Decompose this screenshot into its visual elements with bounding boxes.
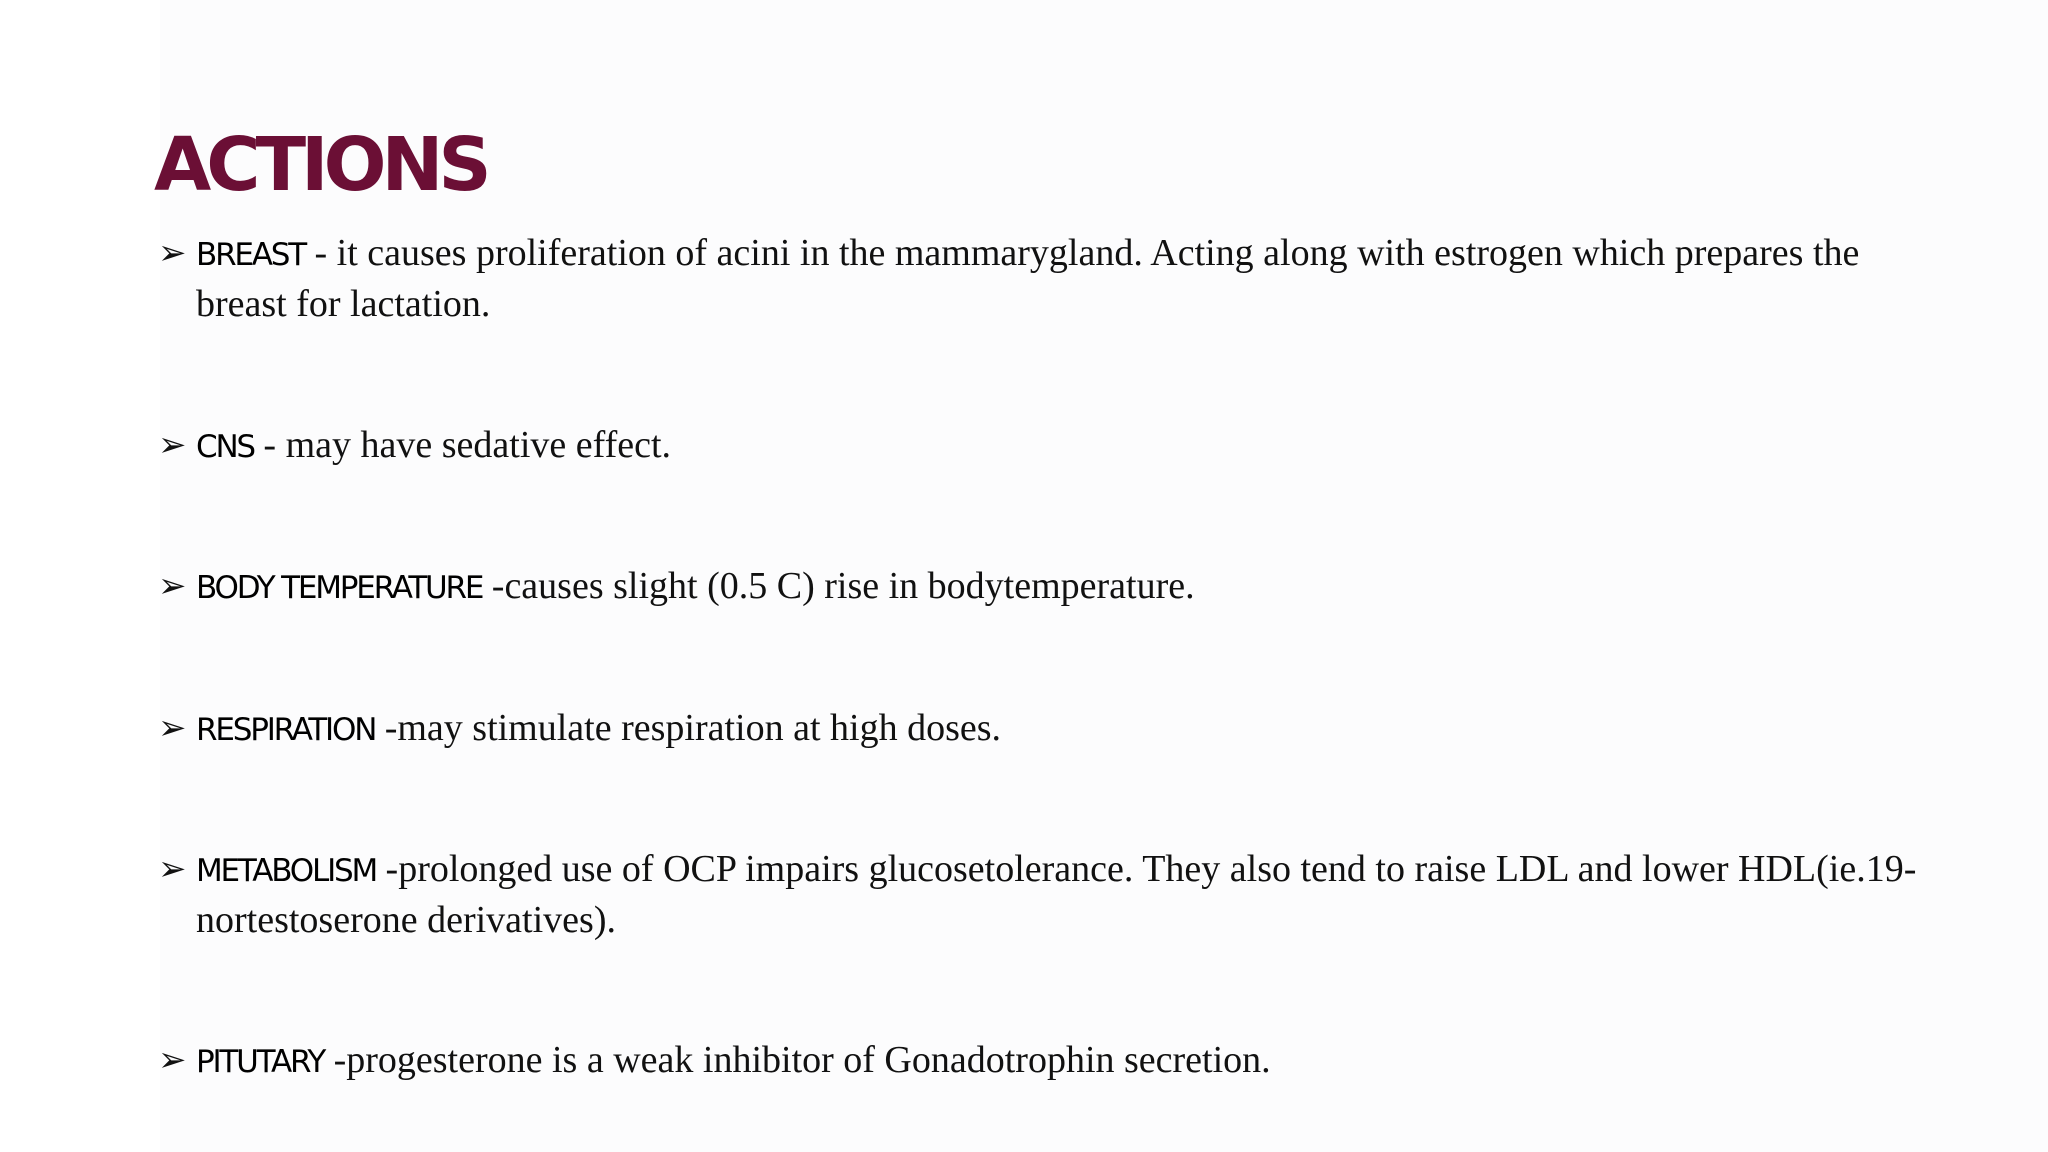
bullet-separator: - xyxy=(324,1039,347,1081)
bullet-text xyxy=(196,704,1948,755)
arrowhead-icon: ➢ xyxy=(158,566,187,606)
bullet-text xyxy=(196,229,1948,329)
bullet-separator: - xyxy=(305,232,337,274)
bullet-item-respiration xyxy=(158,704,1948,755)
bullet-description: causes slight (0.5 C) rise in bodytemperature. xyxy=(504,565,1195,607)
bullet-item-body-temperature xyxy=(158,562,1948,613)
arrowhead-icon: ➢ xyxy=(158,233,187,273)
bullet-text xyxy=(196,845,1948,945)
bullet-term: METABOLISM xyxy=(196,853,377,889)
bullet-text xyxy=(196,421,1948,472)
bullet-separator: - xyxy=(375,707,398,749)
bullet-separator: - xyxy=(482,565,505,607)
arrowhead-icon: ➢ xyxy=(158,1040,187,1080)
bullet-term: RESPIRATION xyxy=(196,712,376,748)
bullet-separator: - xyxy=(253,424,286,466)
bullet-term: CNS xyxy=(196,429,254,465)
bullet-description: it causes proliferation of acini in the mammarygland. Acting along with estrogen which prepares the breast for lactation. xyxy=(196,232,1860,325)
bullet-text xyxy=(196,1036,1948,1087)
bullet-item-cns xyxy=(158,421,1948,472)
slide-title: ACTIONS xyxy=(154,122,487,208)
arrowhead-icon: ➢ xyxy=(158,708,187,748)
arrowhead-icon: ➢ xyxy=(158,849,187,889)
bullet-text xyxy=(196,562,1948,613)
bullet-separator: - xyxy=(376,848,399,890)
bullet-item-pitutary xyxy=(158,1036,1948,1087)
bullet-description: may stimulate respiration at high doses. xyxy=(397,707,1002,749)
bullet-term: BREAST xyxy=(196,237,306,273)
arrowhead-icon: ➢ xyxy=(158,425,187,465)
bullet-term: PITUTARY xyxy=(196,1044,325,1080)
bullet-description: prolonged use of OCP impairs glucosetolerance. They also tend to raise LDL and lower HDL(ie.19-nortestoserone derivatives). xyxy=(196,848,1917,941)
bullet-term: BODY TEMPERATURE xyxy=(196,570,483,606)
bullet-description: progesterone is a weak inhibitor of Gonadotrophin secretion. xyxy=(346,1039,1271,1081)
bullet-item-metabolism xyxy=(158,845,1948,945)
bullet-item-breast xyxy=(158,229,1948,329)
bullet-description: may have sedative effect. xyxy=(285,424,672,466)
